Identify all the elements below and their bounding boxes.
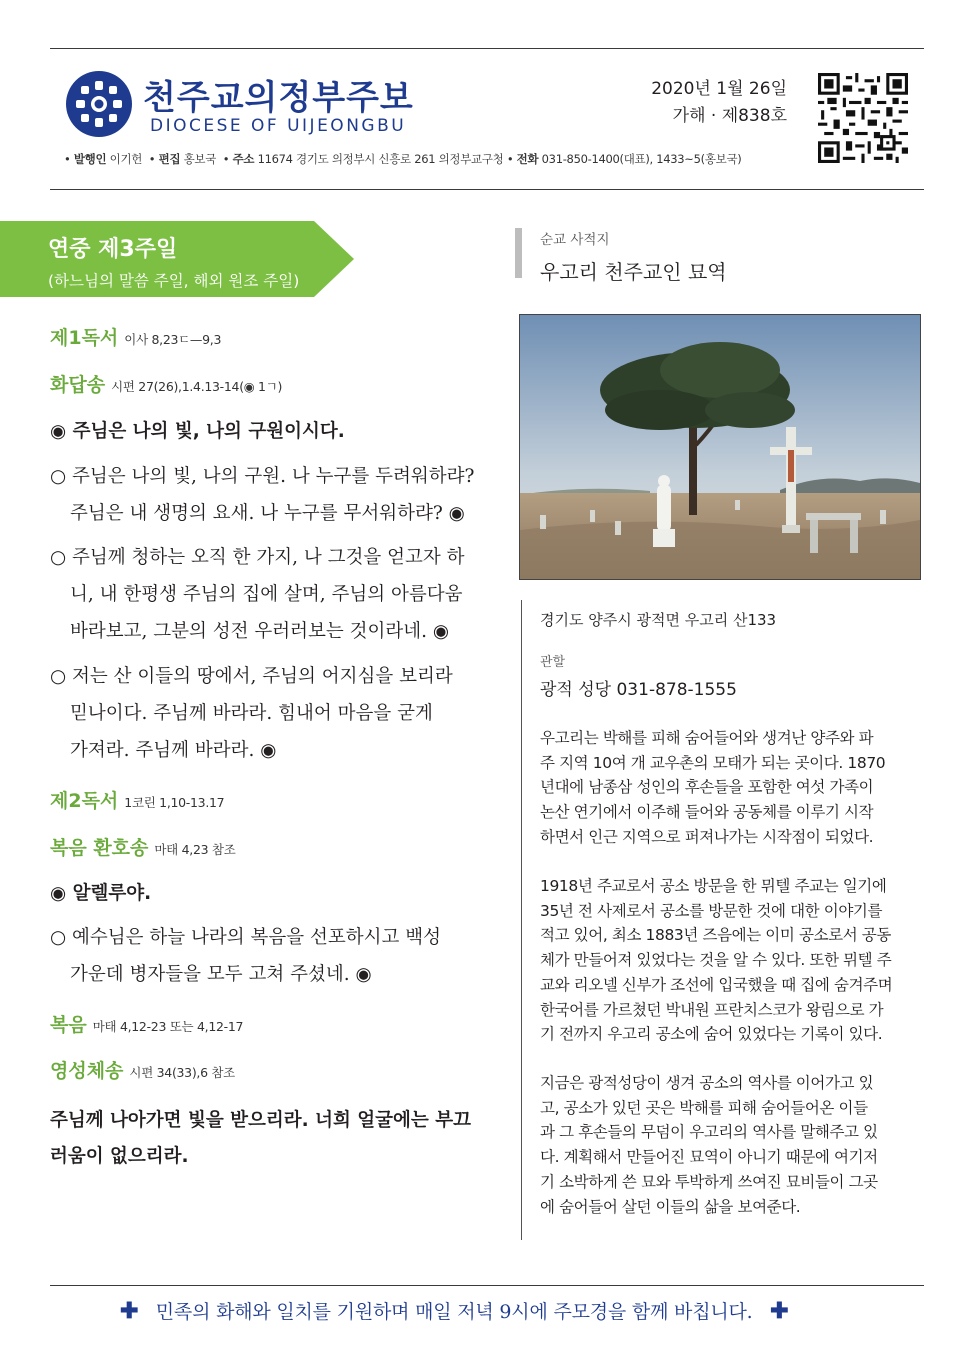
psalm-verse-2 <box>50 539 490 650</box>
gospel-ref: 마태 4,12-23 또는 4,12-17 <box>92 1019 244 1034</box>
communion-line: 러움이 없으리라. <box>50 1146 189 1167</box>
top-rule <box>50 48 924 49</box>
communion-row <box>50 1056 235 1083</box>
psalm-ref: 시편 27(26),1.4.13-14(◉ 1ㄱ) <box>111 379 283 394</box>
communion-text <box>50 1103 471 1175</box>
header-rule <box>50 189 924 190</box>
site-paragraph-3 <box>540 1071 924 1219</box>
editor: 홍보국 <box>183 152 217 166</box>
para-line: 지금은 광적성당이 생겨 공소의 역사를 이어가고 있 <box>540 1074 874 1092</box>
verse-line: 가져라. 주님께 바라라. ◉ <box>70 740 277 761</box>
publisher: 이기헌 <box>109 152 143 166</box>
qr-code-icon[interactable] <box>818 73 908 163</box>
gospel-label: 복음 <box>50 1014 87 1036</box>
psalm-label: 화답송 <box>50 374 106 396</box>
verse-line: 믿나이다. 주님께 바라라. 힘내어 마음을 굳게 <box>70 703 433 724</box>
jurisdiction-label: 관할 <box>540 655 566 670</box>
alleluia-ref: 마태 4,23 참조 <box>154 842 236 857</box>
verse-line: 주님은 내 생명의 요새. 나 누구를 무서워하랴? ◉ <box>70 503 465 524</box>
site-paragraph-1 <box>540 726 924 850</box>
communion-ref: 시편 34(33),6 참조 <box>129 1065 235 1080</box>
section-accent-bar <box>515 228 522 278</box>
banner-text <box>48 232 299 291</box>
site-title: 우고리 천주교인 묘역 <box>540 260 727 284</box>
publisher-label: 발행인 <box>73 152 107 166</box>
sunday-subtitle: (하느님의 말씀 주일, 해외 원조 주일) <box>48 272 300 290</box>
para-line: 적고 있어, 최소 1883년 즈음에는 이미 공소로서 공동 <box>540 926 891 945</box>
psalm-verse-3 <box>50 658 490 769</box>
para-line: 기 소박하게 쓴 묘와 투박하게 쓰여진 묘비들이 그곳 <box>540 1172 878 1191</box>
site-paragraph-2 <box>540 874 924 1047</box>
gospel-row <box>50 1010 243 1037</box>
para-line: 고, 공소가 있던 곳은 박해를 피해 숨어들어온 이들 <box>540 1098 868 1117</box>
alleluia-row <box>50 833 235 860</box>
footer-prayer <box>120 1297 788 1324</box>
jurisdiction-value: 광적 성당 031-878-1555 <box>540 680 737 700</box>
psalm-verse-1 <box>50 458 490 532</box>
address-label: 주소 <box>232 152 255 166</box>
column-divider <box>521 600 522 1240</box>
bulletin-title: 천주교의정부주보 <box>143 78 414 118</box>
communion-line: 주님께 나아가면 빛을 받으리라. 너희 얼굴에는 부끄 <box>50 1110 471 1131</box>
para-line: 논산 연기에서 이주해 들어와 공동체를 이루기 시작 <box>540 803 874 822</box>
verse-line: 바라보고, 그분의 성전 우러러보는 것이라네. ◉ <box>70 621 449 642</box>
para-line: 1918년 주교로서 공소 방문을 한 뮈텔 주교는 일기에 <box>540 877 887 895</box>
phone: 031-850-1400(대표), 1433~5(홍보국) <box>541 152 742 166</box>
verse-line: ○ 예수님은 하늘 나라의 복음을 선포하시고 백성 <box>50 927 441 948</box>
para-line: 우고리는 박해를 피해 숨어들어와 생겨난 양주와 파 <box>540 729 874 747</box>
verse-line: 니, 내 한평생 주님의 집에 살며, 주님의 아름다움 <box>70 584 463 605</box>
cross-icon: ✚ <box>770 1298 789 1324</box>
reading2-ref: 1코린 1,10-13.17 <box>124 795 225 810</box>
phone-label: 전화 <box>516 152 539 166</box>
para-line: 년대에 남종삼 성인의 후손들을 포함한 여섯 가족이 <box>540 778 874 797</box>
psalm-row <box>50 370 282 397</box>
section-category: 순교 사적지 <box>540 232 610 248</box>
communion-label: 영성체송 <box>50 1060 124 1082</box>
para-line: 35년 전 사제로서 공소를 방문한 것에 대한 이야기를 <box>540 901 883 920</box>
diocese-logo-icon <box>66 71 132 137</box>
address: 11674 경기도 의정부시 신흥로 261 의정부교구청 <box>257 152 504 166</box>
para-line: 주 지역 10여 개 교우촌의 모태가 되는 곳이다. 1870 <box>540 753 886 772</box>
verse-line: 가운데 병자들을 모두 고쳐 주셨네. ◉ <box>70 964 372 985</box>
para-line: 기 전까지 우고리 공소에 숨어 있었다는 기록이 있다. <box>540 1025 883 1044</box>
alleluia-verse <box>50 919 490 993</box>
cross-icon: ✚ <box>120 1298 139 1324</box>
verse-line: ○ 저는 산 이들의 땅에서, 주님의 어지심을 보리라 <box>50 666 453 687</box>
footer-text: 민족의 화해와 일치를 기원하며 매일 저녁 9시에 주모경을 함께 바칩니다. <box>155 1301 753 1323</box>
para-line: 체가 만들어져 있었다는 것을 알 수 있다. 또한 뮈텔 주 <box>540 951 892 970</box>
para-line: 한국어를 가르쳤던 박내원 프란치스코가 왕림으로 가 <box>540 1000 884 1019</box>
publication-info: • 발행인 이기헌 • 편집 홍보국 • 주소 11674 경기도 의정부시 신흥로 261 의정부교구청 • 전화 031-850-1400(대표), 1433~5(홍보국) <box>64 152 742 166</box>
reading2-row <box>50 786 224 813</box>
site-address: 경기도 양주시 광적면 우고리 산133 <box>540 611 777 629</box>
sunday-title: 연중 제3주일 <box>48 237 178 262</box>
para-line: 하면서 인근 지역으로 퍼져나가는 시작점이 되었다. <box>540 827 874 846</box>
alleluia-response: ◉ 알렐루야. <box>50 883 152 904</box>
para-line: 에 숨어들어 살던 이들의 삶을 보여준다. <box>540 1197 801 1216</box>
verse-line: ○ 주님은 나의 빛, 나의 구원. 나 누구를 두려워하랴? <box>50 466 475 487</box>
reading1-row <box>50 323 221 350</box>
psalm-response: ◉ 주님은 나의 빛, 나의 구원이시다. <box>50 421 345 442</box>
footer-rule <box>50 1285 924 1286</box>
issue-info <box>651 76 787 130</box>
issue-number: 가해 · 제838호 <box>672 106 787 126</box>
para-line: 교와 리오넬 신부가 조선에 입국했을 때 집에 숨겨주며 <box>540 975 893 994</box>
reading1-ref: 이사 8,23ㄷ—9,3 <box>124 332 222 347</box>
editor-label: 편집 <box>158 152 181 166</box>
reading1-label: 제1독서 <box>50 327 119 349</box>
para-line: 다. 계획해서 만들어진 묘역이 아니기 때문에 여기저 <box>540 1148 878 1167</box>
cemetery-photo <box>519 314 921 580</box>
reading2-label: 제2독서 <box>50 790 119 812</box>
verse-line: ○ 주님께 청하는 오직 한 가지, 나 그것을 얻고자 하 <box>50 547 465 568</box>
alleluia-label: 복음 환호송 <box>50 837 149 859</box>
bulletin-subtitle: DIOCESE OF UIJEONGBU <box>150 116 407 136</box>
issue-date: 2020년 1월 26일 <box>651 79 787 99</box>
para-line: 과 그 후손들의 무덤이 우고리의 역사를 말해주고 있 <box>540 1123 878 1142</box>
